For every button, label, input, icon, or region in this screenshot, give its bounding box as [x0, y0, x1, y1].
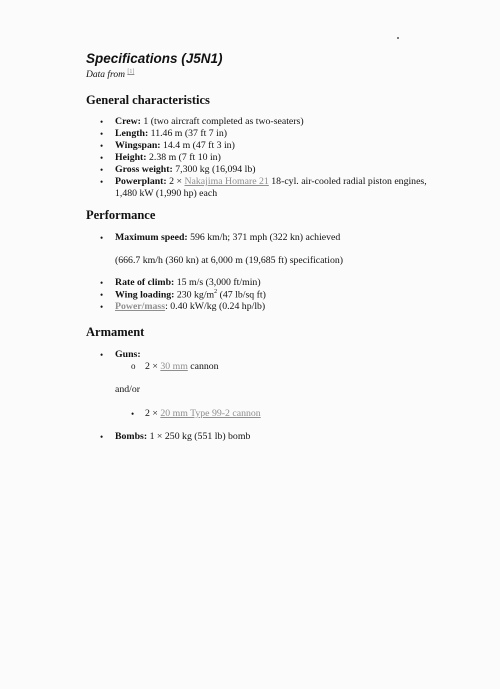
- gun-30mm: [145, 361, 219, 372]
- spec-crew: [115, 116, 304, 127]
- spec-value: 2 ×: [166, 176, 185, 187]
- spec-value: 1 × 250 kg (551 lb) bomb: [147, 431, 251, 442]
- spec-wing-loading: [115, 289, 266, 300]
- spec-value: 1 (two aircraft completed as two-seaters): [140, 116, 304, 127]
- spec-value: 18-cyl. air-cooled radial piston engines,: [268, 176, 427, 187]
- spec-max-speed: [115, 232, 340, 243]
- spec-value: 11.46 m (37 ft 7 in): [148, 128, 228, 139]
- spec-guns: [115, 349, 141, 360]
- spec-label: Maximum speed:: [115, 232, 188, 243]
- bullet: •: [100, 129, 104, 139]
- reference-link[interactable]: [1]: [127, 69, 135, 75]
- superscript: 2: [214, 289, 218, 295]
- bullet: •: [100, 233, 104, 243]
- spec-value: cannon: [187, 361, 219, 372]
- spec-height: [115, 152, 221, 163]
- bullet: •: [100, 117, 104, 127]
- spec-value: 2 ×: [145, 361, 161, 372]
- spec-value: (47 lb/sq ft): [217, 289, 266, 301]
- spec-speed-specification: (666.7 km/h (360 kn) at 6,000 m (19,685 ft) specification): [115, 255, 344, 266]
- bullet: •: [100, 141, 104, 151]
- bullet: •: [100, 290, 104, 300]
- and-or-text: and/or: [115, 384, 141, 395]
- spec-value: 7,300 kg (16,094 lb): [172, 164, 256, 175]
- bullet: •: [131, 409, 135, 419]
- general-heading: General characteristics: [86, 93, 210, 107]
- spec-bombs: [115, 431, 250, 442]
- bullet: •: [100, 350, 104, 360]
- spec-label: Powerplant:: [115, 176, 167, 187]
- spec-label: Length:: [115, 128, 149, 139]
- 30mm-link[interactable]: 30 mm: [160, 361, 188, 372]
- spec-power-mass: [115, 301, 265, 312]
- spec-value: 2.38 m (7 ft 10 in): [146, 152, 221, 163]
- bullet: •: [100, 432, 104, 442]
- spec-label: Guns:: [115, 349, 141, 360]
- performance-heading: Performance: [86, 208, 156, 222]
- spec-value: 14.4 m (47 ft 3 in): [160, 140, 235, 151]
- gun-20mm: [145, 408, 261, 419]
- engine-link[interactable]: Nakajima Homare 21: [184, 176, 269, 187]
- spec-powerplant-line2: 1,480 kW (1,990 hp) each: [115, 188, 218, 199]
- spec-value: 15 m/s (3,000 ft/min): [174, 277, 261, 288]
- bullet: •: [100, 278, 104, 288]
- spec-label: Rate of climb:: [115, 277, 175, 288]
- spec-wingspan: [115, 140, 235, 151]
- bullet: •: [100, 302, 104, 312]
- 20mm-link[interactable]: 20 mm Type 99-2 cannon: [160, 408, 261, 419]
- spec-label: Crew:: [115, 116, 141, 127]
- circle-bullet: o: [131, 361, 136, 371]
- spec-value: 596 km/h; 371 mph (322 kn) achieved: [187, 232, 341, 243]
- spec-rate-of-climb: [115, 277, 261, 288]
- bullet: •: [100, 177, 104, 187]
- spec-label: Height:: [115, 152, 147, 163]
- bullet: •: [100, 153, 104, 163]
- spec-value: 230 kg/m: [174, 289, 215, 301]
- spec-label: Wingspan:: [115, 140, 161, 151]
- data-source-note: [86, 69, 134, 80]
- page-title: Specifications (J5N1): [86, 51, 223, 66]
- bullet: •: [100, 165, 104, 175]
- spec-length: [115, 128, 227, 139]
- spec-label: Gross weight:: [115, 164, 173, 175]
- spec-value: 2 ×: [145, 408, 161, 419]
- armament-heading: Armament: [86, 325, 145, 339]
- spec-value: : 0.40 kW/kg (0.24 hp/lb): [165, 301, 266, 312]
- spec-powerplant: [115, 176, 427, 187]
- data-from-text: Data from: [86, 70, 125, 81]
- spec-label: Wing loading:: [115, 289, 175, 301]
- scan-speck: [397, 37, 399, 39]
- power-mass-link[interactable]: Power/mass: [115, 301, 166, 312]
- spec-gross-weight: [115, 164, 256, 175]
- spec-label: Bombs:: [115, 431, 148, 442]
